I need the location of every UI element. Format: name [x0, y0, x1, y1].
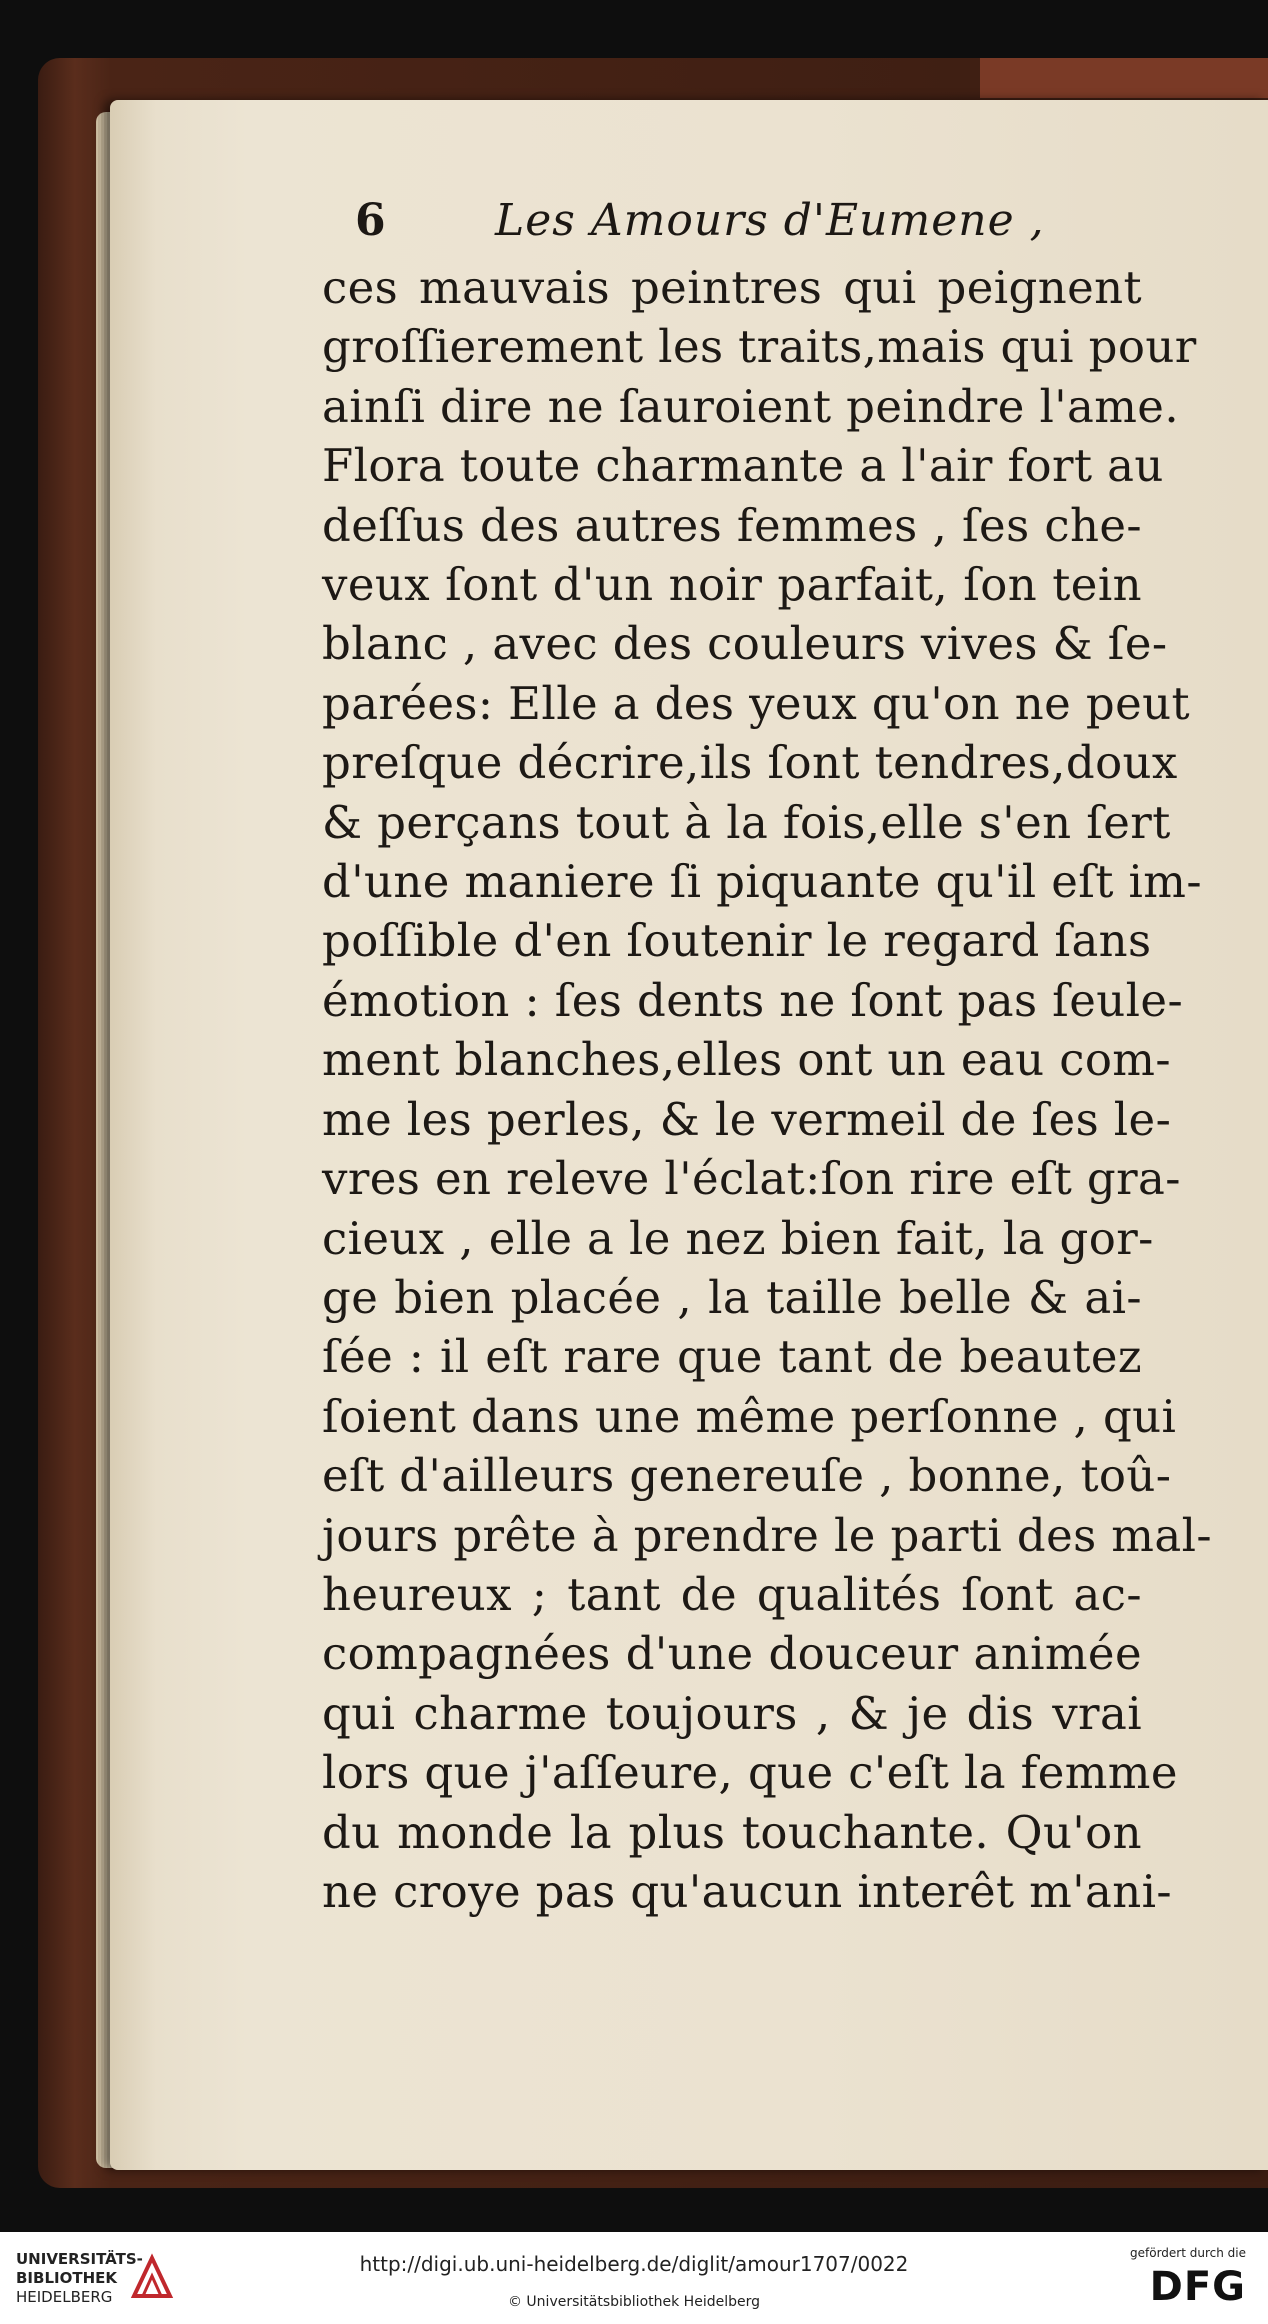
text-line: poſſible d'en ſoutenir le regard ſans — [322, 914, 1152, 968]
running-title: Les Amours d'Eumene , — [495, 195, 1045, 246]
text-line: du monde la plus touchante. Qu'on — [322, 1805, 1142, 1859]
text-line: compagnées d'une douceur animée — [322, 1627, 1142, 1681]
text-line: blanc , avec des couleurs vives & ſe- — [322, 617, 1168, 671]
text-line: émotion : ſes dents ne ſont pas ſeule- — [322, 973, 1184, 1027]
text-line: lors que j'aſſeure, que c'eſt la femme — [322, 1746, 1178, 1800]
text-line: ſée : il eſt rare que tant de beautez — [322, 1330, 1142, 1384]
text-line: heureux ; tant de qualités ſont ac- — [322, 1567, 1142, 1621]
text-line: ment blanches,elles ont un eau com- — [322, 1033, 1171, 1087]
logo-line-2: BIBLIOTHEK — [16, 2269, 117, 2287]
text-line: eſt d'ailleurs genereuſe , bonne, toû- — [322, 1449, 1172, 1503]
text-line: deſſus des autres femmes , ſes che- — [322, 498, 1142, 552]
text-line: cieux , elle a le nez bien fait, la gor- — [322, 1211, 1154, 1265]
text-line: & perçans tout à la fois,elle s'en ſert — [322, 795, 1171, 849]
text-line: parées: Elle a des yeux qu'on ne peut — [322, 676, 1190, 730]
text-line: ſoient dans une même perſonne , qui — [322, 1389, 1177, 1443]
text-line: me les perles, & le vermeil de ſes le- — [322, 1092, 1172, 1146]
permalink-url[interactable]: http://digi.ub.uni-heidelberg.de/diglit/amour1707/0022 — [359, 2252, 909, 2276]
body-text — [322, 258, 1213, 1921]
copyright-notice: © Universitätsbibliothek Heidelberg — [507, 2294, 760, 2310]
text-line: ge bien placée , la taille belle & ai- — [322, 1270, 1142, 1324]
text-line: d'une maniere ſi piquante qu'il eſt im- — [322, 855, 1202, 909]
logo-line-1: UNIVERSITÄTS- — [16, 2250, 143, 2268]
text-line: groſſierement les traits,mais qui pour — [322, 320, 1197, 374]
funding-label: gefördert durch die — [1130, 2246, 1246, 2260]
page-number: 6 — [355, 195, 386, 246]
logo-line-3: HEIDELBERG — [16, 2288, 113, 2306]
text-line: jours prête à prendre le parti des mal- — [322, 1508, 1213, 1562]
viewer-footer — [0, 2232, 1268, 2324]
text-line: veux ſont d'un noir parfait, ſon tein — [322, 558, 1142, 612]
text-line: ne croye pas qu'aucun interêt m'ani- — [322, 1864, 1173, 1918]
page-header — [355, 195, 1115, 261]
dfg-logo[interactable]: DFG — [1149, 2264, 1246, 2310]
text-line: Flora toute charmante a l'air fort au — [322, 439, 1164, 493]
text-line: ainſi dire ne ſauroient peindre l'ame. — [322, 379, 1180, 433]
book-cover-edge — [980, 58, 1268, 98]
text-line: vres en releve l'éclat:ſon rire eſt gra- — [322, 1152, 1181, 1206]
text-line: ces mauvais peintres qui peignent — [322, 261, 1142, 314]
text-line: qui charme toujours , & je dis vrai — [322, 1686, 1142, 1740]
text-line: preſque décrire,ils ſont tendres,doux — [322, 736, 1178, 790]
